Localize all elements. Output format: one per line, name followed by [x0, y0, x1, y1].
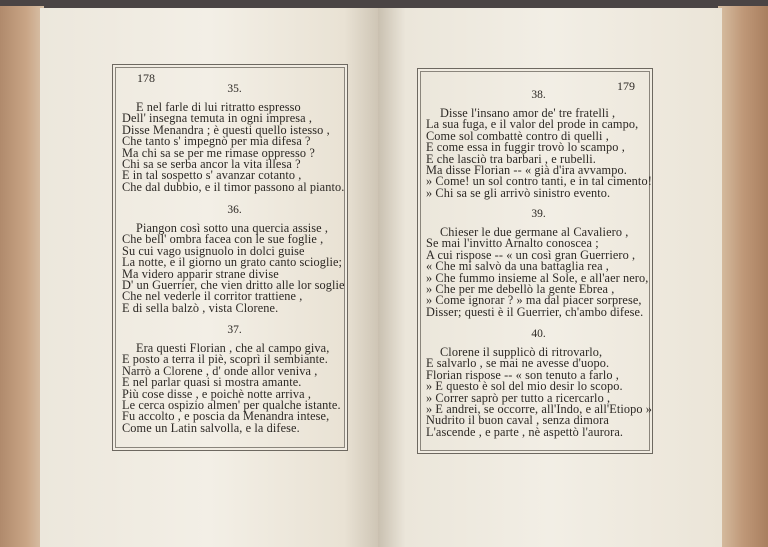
verse-line: Disser; questi è il Guerrier, ch'ambo difese.: [426, 304, 644, 319]
stanza-number: 38.: [531, 89, 546, 101]
verse-line: La sua fuga, e il valor del prode in campo,: [426, 117, 639, 132]
verse-line: Se mai l'invitto Arnalto conoscea ;: [426, 236, 599, 251]
verse-line: Ma videro apparir strane divise: [122, 266, 279, 281]
verse-line: E posto a terra il piè, scoprì il sembiante.: [122, 352, 328, 367]
verse-line: » Che per me debellò la gente Ebrea ,: [426, 281, 615, 296]
stanza: [122, 323, 347, 434]
verse-line: Piangon così sotto una quercia assise ,: [136, 221, 329, 235]
verse-line: E che lasciò tra barbari , e rubelli.: [426, 151, 596, 166]
verse-line: Più cose disse , e poichè notte arriva ,: [122, 386, 312, 401]
verse-line: Clorene il supplicò di ritrovarlo,: [440, 345, 603, 359]
verse-line: E in tal sospetto s' avanzar cotanto ,: [122, 168, 302, 183]
stanza-number: 36.: [227, 204, 242, 216]
verse-line: Su cui vago usignuolo in dolci guise: [122, 243, 305, 258]
stanza: [426, 207, 651, 318]
verse-line: D' un Guerrier, che vien dritto alle lor soglie: [122, 277, 345, 292]
verse-line: Che nel vederle il corritor trattiene ,: [122, 289, 303, 304]
verse-line: Nudrito il buon caval , senza dimora: [426, 413, 609, 428]
right-page-number: 179: [617, 79, 635, 93]
verse-line: Che dal dubbio, e il timor passono al pianto.: [122, 179, 345, 194]
verse-line: L'ascende , e parte , nè aspettò l'aurora.: [426, 424, 624, 439]
verse-line: Ma chi sa se per me rimase oppresso ?: [122, 145, 315, 160]
verse-line: Le cerca ospizio almen' per qualche istante.: [122, 397, 341, 412]
verse-line: » Come ignorar ? » ma dal piacer sorprese,: [426, 293, 642, 308]
verse-line: La notte, e il giorno un grato canto scioglie;: [122, 255, 343, 270]
verse-line: » Che fummo insieme al Sole, e all'aer nero,: [426, 270, 649, 285]
stanza: [122, 82, 347, 193]
verse-line: Chieser le due germane al Cavaliero ,: [440, 225, 629, 239]
stanza: [426, 327, 651, 438]
verse-line: Disse Menandra ; è questi quello istesso ,: [122, 122, 330, 137]
stanza-number: 35.: [227, 83, 242, 95]
stanza-number: 40.: [531, 328, 546, 340]
stanza: [122, 203, 347, 314]
verse-line: Narrò a Clorene , d' onde allor veniva ,: [122, 363, 318, 378]
verse-line: Ma disse Florian -- « già d'ira avvampo.: [426, 162, 627, 177]
verse-line: E salvarlo , se mai ne avesse d'uopo.: [426, 356, 610, 371]
verse-line: » E andrei, se occorre, all'Indo, e all'Etiopo »: [426, 401, 653, 416]
verse-line: Come sol combattè contro di quelli ,: [426, 128, 609, 143]
verse-line: Era questi Florian , che al campo giva,: [136, 341, 330, 355]
book-edge-right: [718, 6, 768, 547]
verse-line: » Chi sa se gli arrivò sinistro evento.: [426, 185, 611, 200]
left-page-number: 178: [137, 71, 155, 85]
stanza: [426, 88, 651, 199]
verse-line: Disse l'insano amor de' tre fratelli ,: [440, 106, 616, 120]
verse-line: Che bell' ombra facea con le sue foglie ,: [122, 232, 324, 247]
verse-line: Che tanto s' impegnò per mia difesa ?: [122, 134, 311, 149]
stanza-number: 39.: [531, 208, 546, 220]
verse-line: Dell' insegna temuta in ogni impresa ,: [122, 111, 313, 126]
verse-line: » Correr saprò per tutto a ricercarlo ,: [426, 390, 611, 405]
verse-line: E come essa in fuggir trovò lo scampo ,: [426, 140, 625, 155]
stanza-number: 37.: [227, 324, 242, 336]
verse-line: Come un Latin salvolla, e la difese.: [122, 420, 300, 435]
book-edge-left: [0, 6, 44, 547]
verse-line: » E questo è sol del mio desir lo scopo.: [426, 379, 623, 394]
verse-line: E nel parlar quasi si mostra amante.: [122, 375, 302, 390]
verse-line: » Come! un sol contro tanti, e in tal cimento!: [426, 174, 652, 189]
verse-line: E nel farle di lui ritratto espresso: [136, 100, 301, 114]
verse-line: « Che mi salvò da una battaglia rea ,: [426, 259, 609, 274]
verse-line: E di sella balzò , vista Clorene.: [122, 300, 279, 315]
verse-line: Fu accolto , e poscia da Menandra intese,: [122, 409, 330, 424]
verse-line: Florian rispose -- « son tenuto a farlo ,: [426, 367, 619, 382]
verse-line: Chi sa se serba ancor la vita illesa ?: [122, 156, 301, 171]
verse-line: A cui rispose -- « un così gran Guerriero ,: [426, 247, 636, 262]
